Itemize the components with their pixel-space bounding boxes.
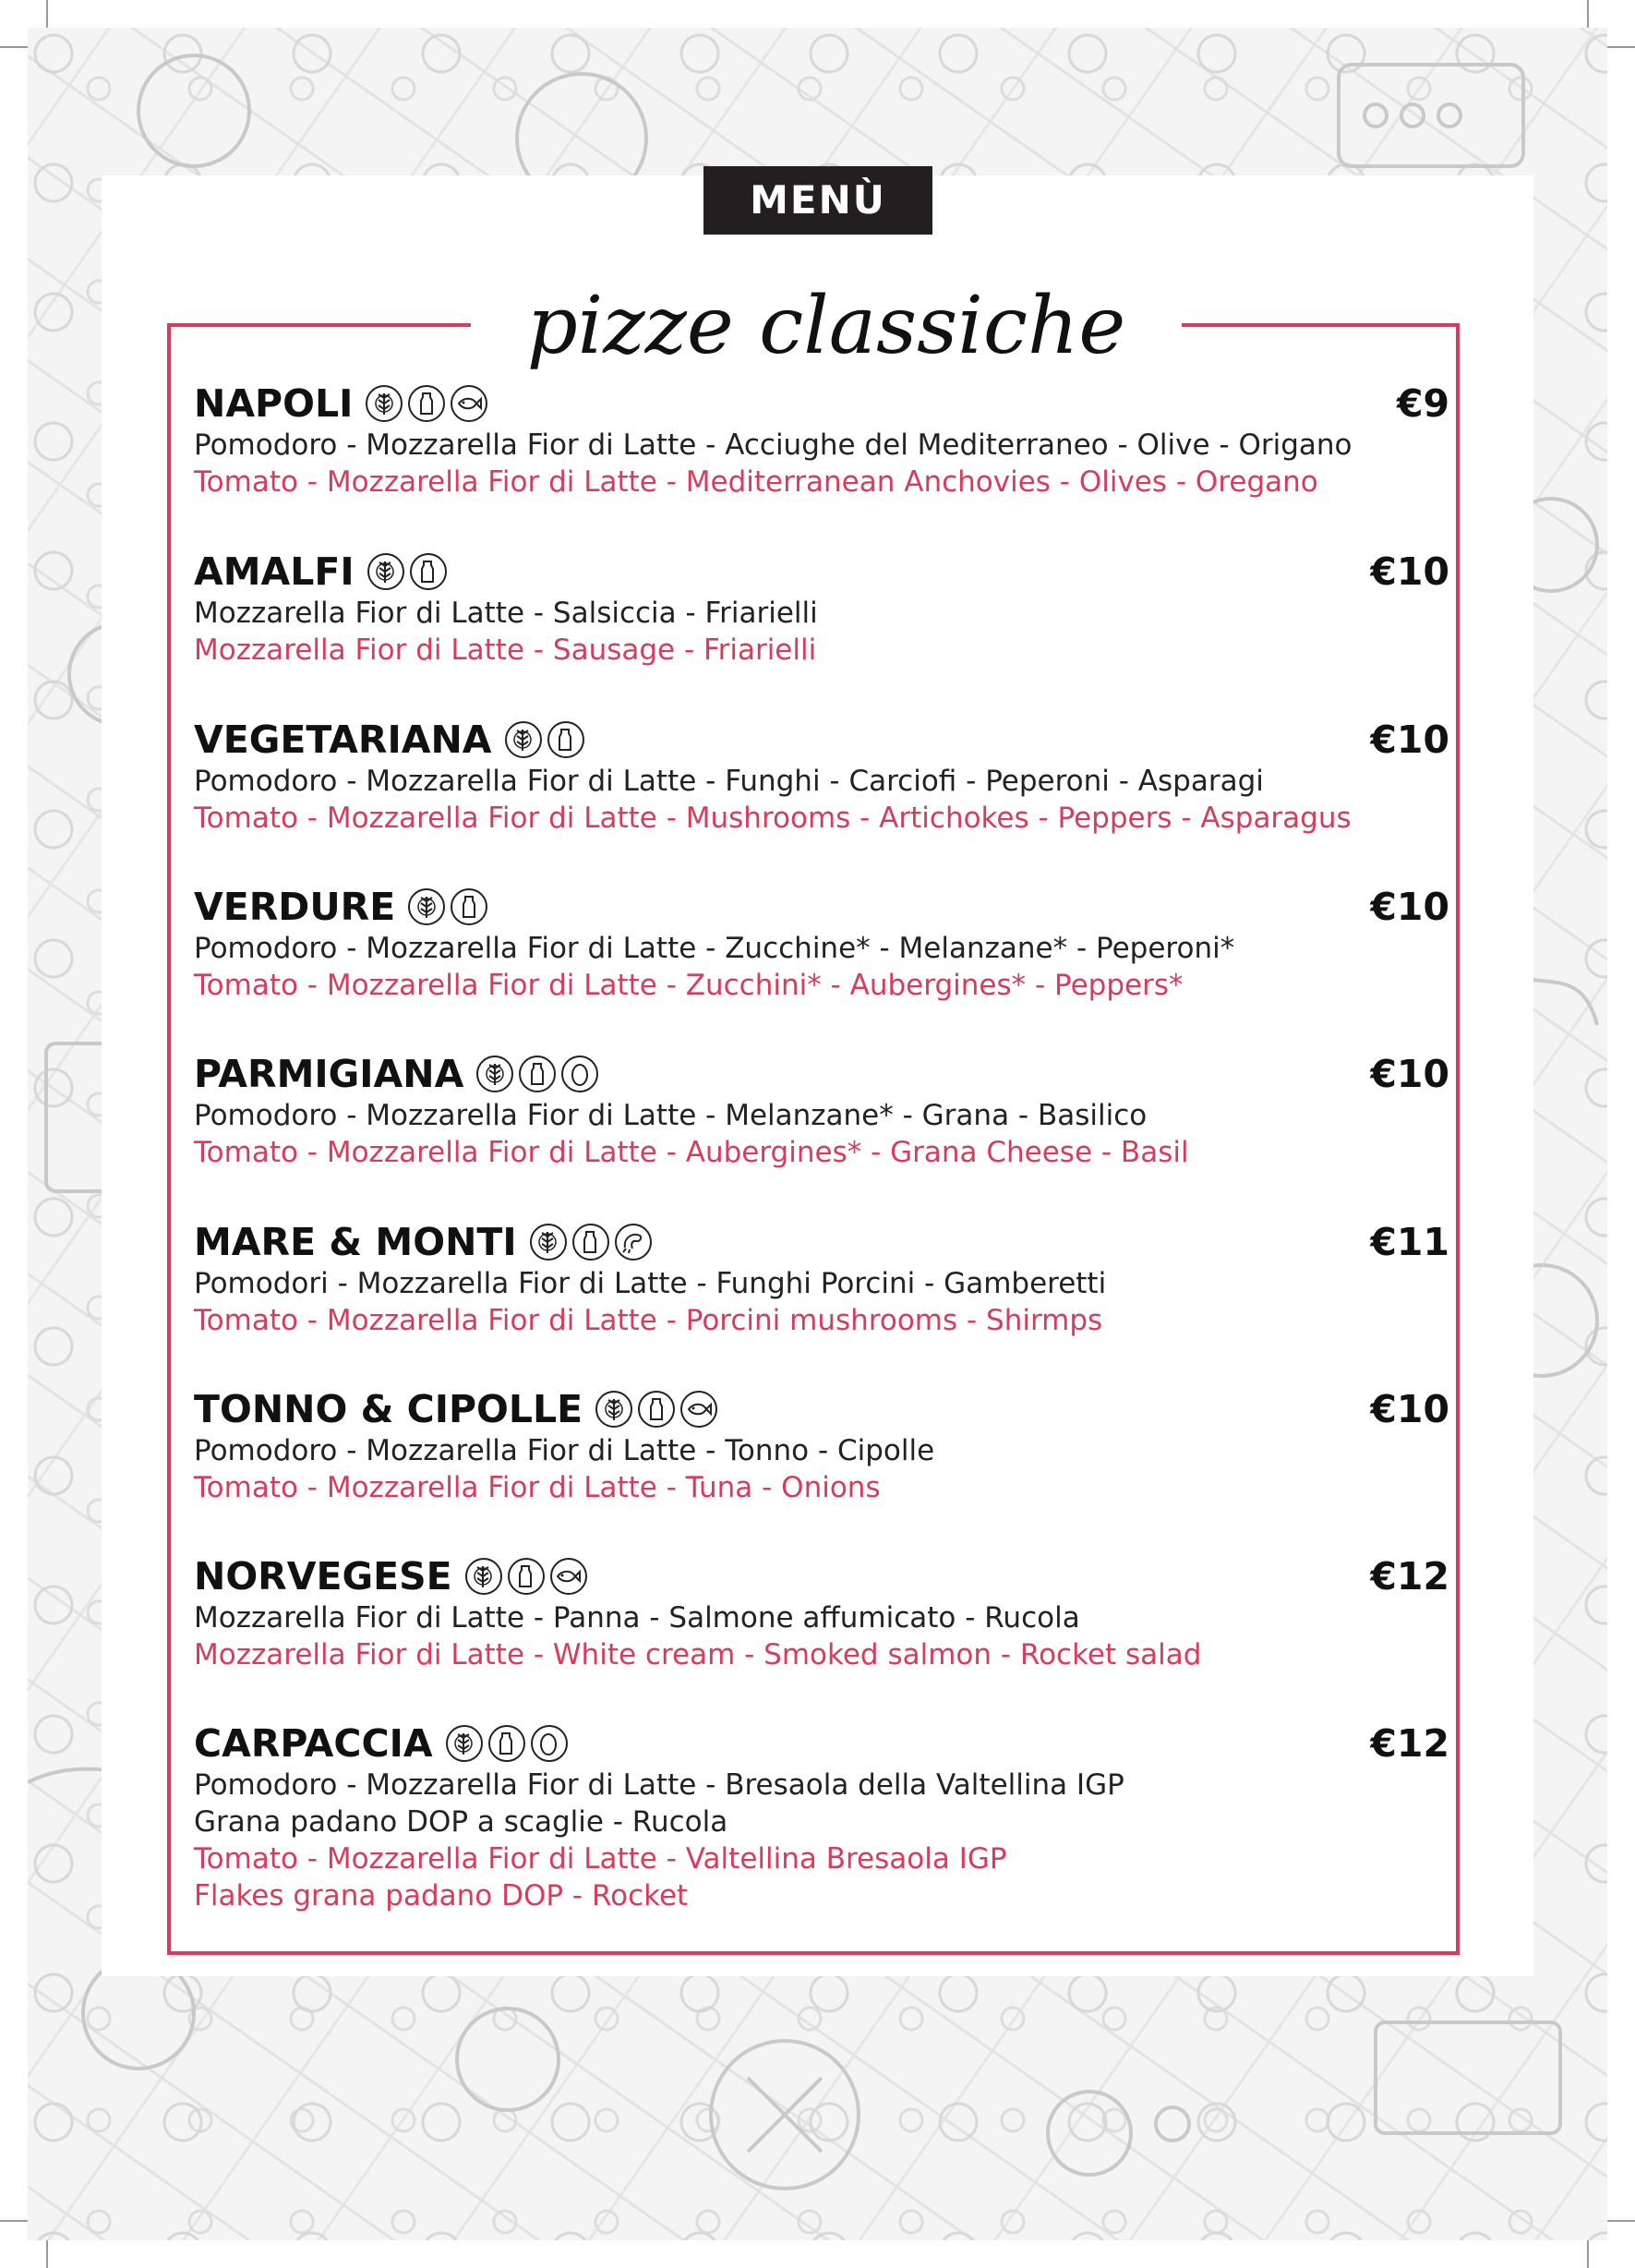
item-header <box>194 1720 1449 1767</box>
item-description-en: Mozzarella Fior di Latte - Sausage - Friarielli <box>194 633 817 667</box>
allergen-icons <box>446 1725 573 1762</box>
item-description-en: Mozzarella Fior di Latte - White cream - Smoked salmon - Rocket salad <box>194 1638 1202 1671</box>
wheat-icon <box>465 1558 502 1595</box>
allergen-icons <box>366 385 493 422</box>
shrimp-icon <box>615 1224 652 1261</box>
allergen-icons <box>367 553 452 590</box>
milk-bottle-icon <box>408 385 445 422</box>
wheat-icon <box>530 1224 567 1261</box>
item-description-en: Tomato - Mozzarella Fior di Latte - Aubergines* - Grana Cheese - Basil <box>194 1136 1189 1169</box>
item-price: €10 <box>1370 885 1449 929</box>
item-name: CARPACCIA <box>194 1721 433 1766</box>
egg-icon <box>531 1725 568 1762</box>
menu-item <box>194 1051 1449 1171</box>
item-description-it: Pomodoro - Mozzarella Fior di Latte - Funghi - Carciofi - Peperoni - Asparagi <box>194 765 1264 798</box>
wheat-icon <box>446 1725 483 1762</box>
crop-mark <box>46 0 48 28</box>
item-description-it: Pomodoro - Mozzarella Fior di Latte - Zucchine* - Melanzane* - Peperoni* <box>194 932 1235 965</box>
section-title: pizze classiche <box>526 280 1126 372</box>
crop-mark <box>1607 46 1635 48</box>
crop-mark <box>1607 2220 1635 2222</box>
allergen-icons <box>476 1056 604 1092</box>
menu-badge: MENÙ <box>703 166 932 235</box>
item-header <box>194 1386 1449 1432</box>
item-price: €10 <box>1370 549 1449 594</box>
item-name: PARMIGIANA <box>194 1052 464 1096</box>
allergen-icons <box>465 1558 593 1595</box>
item-price: €9 <box>1396 381 1449 426</box>
item-name: MARE & MONTI <box>194 1220 517 1264</box>
item-description-it: Pomodoro - Mozzarella Fior di Latte - Tonno - Cipolle <box>194 1434 935 1467</box>
item-price: €10 <box>1370 1387 1449 1431</box>
item-description-en: Tomato - Mozzarella Fior di Latte - Tuna - Onions <box>194 1471 881 1504</box>
milk-bottle-icon <box>572 1224 609 1261</box>
item-header <box>194 549 1449 595</box>
item-price: €12 <box>1370 1721 1449 1766</box>
item-description-en: Flakes grana padano DOP - Rocket <box>194 1879 689 1912</box>
item-name: AMALFI <box>194 549 355 594</box>
allergen-icons <box>530 1224 657 1261</box>
allergen-icons <box>595 1391 723 1428</box>
item-name: NAPOLI <box>194 381 354 426</box>
item-header <box>194 380 1449 427</box>
wheat-icon <box>476 1056 513 1092</box>
menu-item <box>194 1386 1449 1506</box>
item-header <box>194 1219 1449 1265</box>
crop-mark <box>46 2240 48 2268</box>
item-price: €11 <box>1370 1220 1449 1264</box>
milk-bottle-icon <box>451 888 487 925</box>
item-description-it: Pomodoro - Mozzarella Fior di Latte - Acciughe del Mediterraneo - Olive - Origano <box>194 428 1352 462</box>
item-header <box>194 717 1449 763</box>
item-price: €10 <box>1370 718 1449 762</box>
wheat-icon <box>367 553 404 590</box>
fish-icon <box>680 1391 717 1428</box>
item-description-it: Mozzarella Fior di Latte - Panna - Salmone affumicato - Rucola <box>194 1601 1080 1635</box>
item-description-en: Tomato - Mozzarella Fior di Latte - Valtellina Bresaola IGP <box>194 1842 1007 1876</box>
menu-item <box>194 549 1449 669</box>
crop-mark <box>0 46 28 48</box>
milk-bottle-icon <box>488 1725 525 1762</box>
milk-bottle-icon <box>638 1391 675 1428</box>
milk-bottle-icon <box>410 553 447 590</box>
item-description-en: Tomato - Mozzarella Fior di Latte - Mediterranean Anchovies - Olives - Oregano <box>194 465 1318 499</box>
fish-icon <box>550 1558 587 1595</box>
menu-item <box>194 1553 1449 1673</box>
item-description-it: Pomodori - Mozzarella Fior di Latte - Funghi Porcini - Gamberetti <box>194 1267 1107 1300</box>
wheat-icon <box>505 721 542 758</box>
item-name: TONNO & CIPOLLE <box>194 1387 583 1431</box>
allergen-icons <box>505 721 590 758</box>
item-description-en: Tomato - Mozzarella Fior di Latte - Porcini mushrooms - Shirmps <box>194 1304 1103 1337</box>
menu-item <box>194 884 1449 1004</box>
item-description-it: Pomodoro - Mozzarella Fior di Latte - Bresaola della Valtellina IGP <box>194 1768 1124 1802</box>
item-name: NORVEGESE <box>194 1554 452 1598</box>
menu-item <box>194 717 1449 837</box>
milk-bottle-icon <box>519 1056 556 1092</box>
item-header <box>194 1553 1449 1599</box>
crop-mark <box>1587 0 1589 28</box>
wheat-icon <box>595 1391 632 1428</box>
item-description-en: Tomato - Mozzarella Fior di Latte - Mushrooms - Artichokes - Peppers - Asparagus <box>194 802 1352 835</box>
menu-item <box>194 1720 1449 1914</box>
crop-mark <box>0 2220 28 2222</box>
item-header <box>194 1051 1449 1097</box>
fish-icon <box>451 385 487 422</box>
item-description-it: Pomodoro - Mozzarella Fior di Latte - Melanzane* - Grana - Basilico <box>194 1099 1148 1132</box>
item-price: €10 <box>1370 1052 1449 1096</box>
item-price: €12 <box>1370 1554 1449 1598</box>
egg-icon <box>561 1056 598 1092</box>
allergen-icons <box>408 888 493 925</box>
menu-item <box>194 1219 1449 1339</box>
milk-bottle-icon <box>508 1558 545 1595</box>
item-description-it: Mozzarella Fior di Latte - Salsiccia - Friarielli <box>194 597 818 630</box>
menu-item <box>194 380 1449 501</box>
item-name: VEGETARIANA <box>194 718 492 762</box>
item-header <box>194 884 1449 930</box>
crop-mark <box>1587 2240 1589 2268</box>
item-name: VERDURE <box>194 885 396 929</box>
wheat-icon <box>366 385 403 422</box>
item-description-it: Grana padano DOP a scaglie - Rucola <box>194 1805 728 1839</box>
wheat-icon <box>408 888 445 925</box>
item-description-en: Tomato - Mozzarella Fior di Latte - Zucchini* - Aubergines* - Peppers* <box>194 969 1184 1002</box>
milk-bottle-icon <box>547 721 584 758</box>
